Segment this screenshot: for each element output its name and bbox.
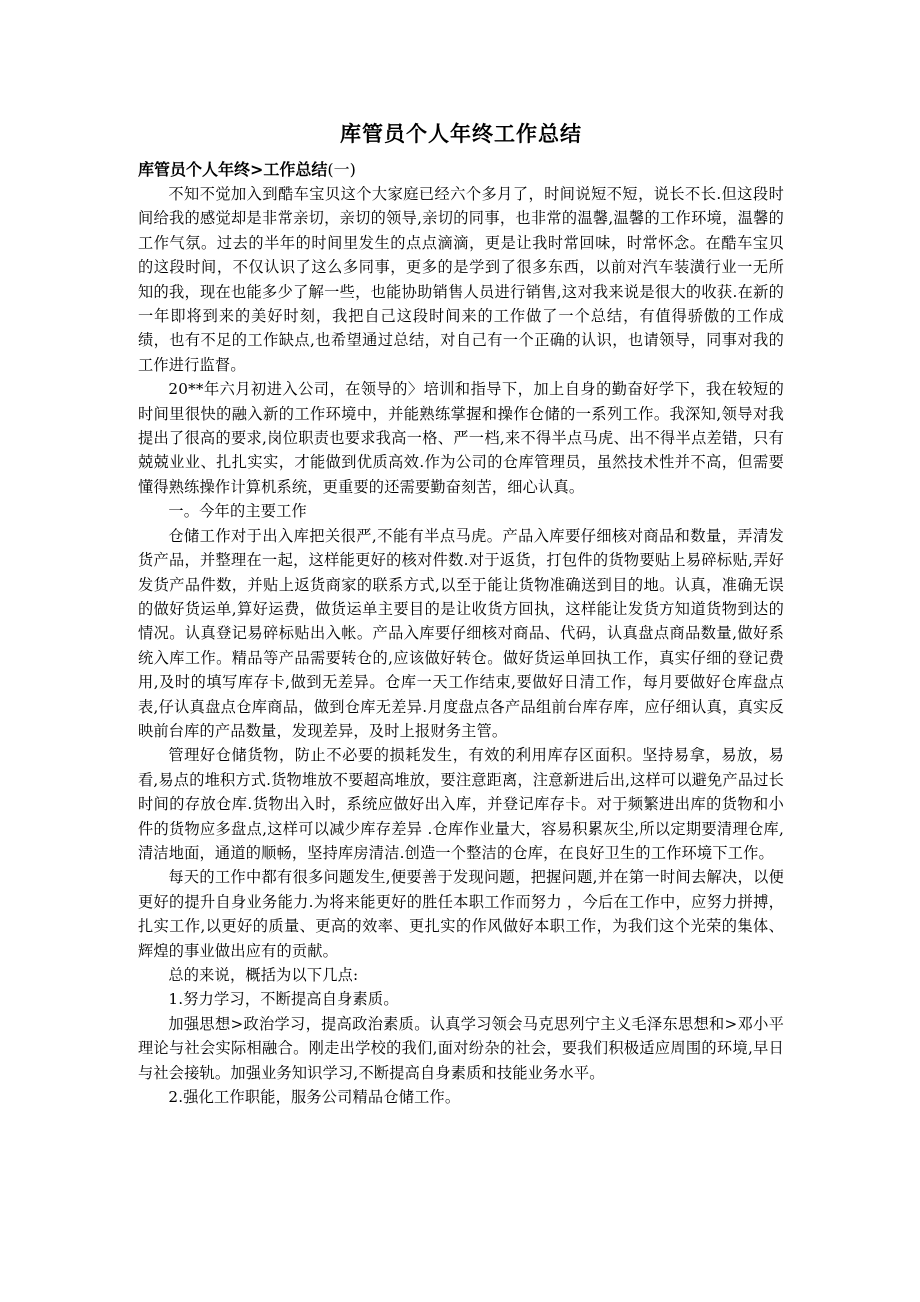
paragraph-1: 不知不觉加入到酷车宝贝这个大家庭已经六个多月了，时间说短不短，说长不长.但这段时间给我的感觉却是非常亲切，亲切的领导,亲切的同事，也非常的温馨,温馨的工作环境，温馨的工作气氛。过去的半年的时间里发生的点点滴滴，更是让我时常回味，时常怀念。在酷车宝贝的这段时间，不仅认识了这么多同事，更多的是学到了很多东西，以前对汽车装潢行业一无所知的我，现在也能多少了解一些，也能协助销售人员进行销售,这对我来说是很大的收获.在新的一年即将到来的美好时刻，我把自己这段时间来的工作做了一个总结，有值得骄傲的工作成绩，也有不足的工作缺点,也希望通过总结，对自己有一个正确的认识，也请领导，同事对我的工作进行监督。 — [138, 185, 784, 374]
section-heading-suffix: (一) — [327, 160, 356, 179]
subheading-main-work: 一。今年的主要工作 — [168, 502, 307, 521]
document-title: 库管员个人年终工作总结 — [340, 122, 582, 146]
paragraph-5: 每天的工作中都有很多问题发生,便要善于发现问题，把握问题,并在第一时间去解决，以便更好的提升自身业务能力.为将来能更好的胜任本职工作而努力 ，今后在工作中，应努力拼搏，扎实工作,以更好的质量、更高的效率、更扎实的作风做好本职工作，为我们这个光荣的集体、辉煌的事业做出应有的贡献。 — [138, 868, 784, 960]
paragraph-3: 仓储工作对于出入库把关很严,不能有半点马虎。产品入库要仔细核对商品和数量，弄清发货产品，并整理在一起，这样能更好的核对件数.对于返货，打包件的货物要贴上易碎标贴,弄好发货产品件数，并贴上返货商家的联系方式,以至于能让货物准确送到目的地。认真，准确无误的做好货运单,算好运费，做货运单主要目的是让收货方回执，这样能让发货方知道货物到达的情况。认真登记易碎标贴出入帐。产品入库要仔细核对商品、代码，认真盘点商品数量,做好系统入库工作。精品等产品需要转仓的,应该做好转仓。做好货运单回执工作，真实仔细的登记费用,及时的填写库存卡,做到无差异。仓库一天工作结束,要做好日清工作，每月要做好仓库盘点表,仔认真盘点仓库商品，做到仓库无差异.月度盘点各产品组前台库存库，应仔细认真，真实反映前台库的产品数量，发现差异，及时上报财务主管。 — [138, 526, 784, 740]
section-heading — [138, 158, 784, 182]
list-item-1: 1.努力学习，不断提高自身素质。 — [168, 990, 399, 1009]
document-page — [138, 118, 784, 1109]
summary-intro: 总的来说，概括为以下几点: — [168, 966, 359, 984]
paragraph-4: 管理好仓储货物，防止不必要的损耗发生，有效的利用库存区面积。坚持易拿，易放，易看,易点的堆积方式.货物堆放不要超高堆放，要注意距离，注意新进后出,这样可以避免产品过长时间的存放仓库.货物出入时，系统应做好出入库，并登记库存卡。对于频繁进出库的货物和小件的货物应多盘点,这样可以减少库存差异 .仓库作业量大，容易积累灰尘,所以定期要清理仓库,清洁地面，通道的顺畅，坚持库房清洁.创造一个整洁的仓库，在良好卫生的工作环境下工作。 — [138, 746, 784, 862]
paragraph-6: 加强思想>政治学习，提高政治素质。认真学习领会马克思列宁主义毛泽东思想和>邓小平理论与社会实际相融合。刚走出学校的我们,面对纷杂的社会，要我们积极适应周围的环境,早日与社会接轨。加强业务知识学习,不断提高自身素质和技能业务水平。 — [138, 1014, 784, 1082]
section-heading-text: 库管员个人年终>工作总结 — [138, 160, 328, 179]
paragraph-2: 20**年六月初进入公司，在领导的〉培训和指导下，加上自身的勤奋好学下，我在较短的时间里很快的融入新的工作环境中，并能熟练掌握和操作仓储的一系列工作。我深知,领导对我提出了很高的要求,岗位职责也要求我高一格、严一档,来不得半点马虎、出不得半点差错，只有兢兢业业、扎扎实实，才能做到优质高效.作为公司的仓库管理员，虽然技术性并不高，但需要懂得熟练操作计算机系统，更重要的还需要勤奋刻苦，细心认真。 — [138, 380, 784, 496]
list-item-2: 2.强化工作职能，服务公司精品仓储工作。 — [168, 1088, 461, 1107]
